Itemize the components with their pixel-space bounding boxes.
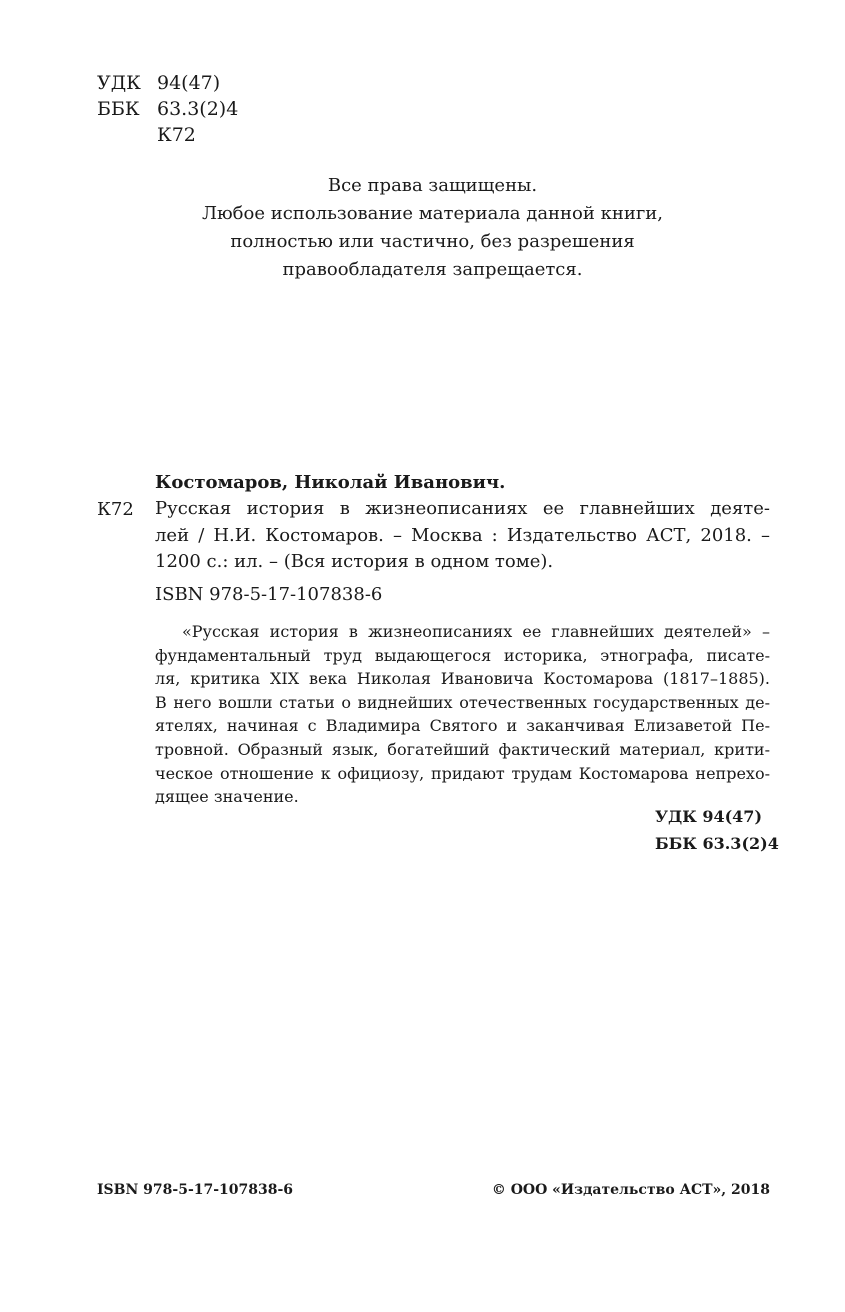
bbk-value: 63.3(2)4 [157,98,239,120]
annotation [155,620,770,809]
annotation-line: дящее значение. [155,787,299,807]
udk-value: 94(47) [157,72,221,94]
annotation-line: ческое отношение к официозу, придают трудам Костомарова непрехо- [155,763,770,783]
entry-description [155,496,770,576]
annotation-line: ятелях, начиная с Владимира Святого и заканчивая Елизаветой Пе- [155,716,770,736]
rights-line: правообладателя запрещается. [282,259,583,280]
annotation-line: «Русская история в жизнеописаниях ее главнейших деятелей» – [182,622,770,641]
description-line: 1200 с.: ил. – (Вся история в одном томе). [155,551,554,572]
rights-line: Все права защищены. [327,175,538,196]
annotation-line: ля, критика XIX века Николая Ивановича Костомарова (1817–1885). [155,669,770,689]
bbk-bottom: ББК 63.3(2)4 [655,834,779,853]
footer-copyright: © ООО «Издательство АСТ», 2018 [491,1182,770,1198]
bbk-row [97,96,238,122]
author-mark: К72 [157,124,196,146]
udk-row [97,70,238,96]
entry-isbn: ISBN 978-5-17-107838-6 [155,584,383,605]
author-mark-row [97,122,238,148]
footer-isbn: ISBN 978-5-17-107838-6 [97,1182,294,1198]
annotation-line: фундаментальный труд выдающегося историка, этнографа, писате- [155,645,770,665]
udk-label: УДК [97,72,141,94]
rights-line: Любое использование материала данной книги, [201,203,663,224]
bbk-label: ББК [97,98,140,120]
rights-notice [0,172,845,284]
annotation-line: В него вошли статьи о виднейших отечественных государственных де- [155,692,770,712]
annotation-line: тровной. Образный язык, богатейший фактический материал, крити- [155,739,770,759]
entry-author: Костомаров, Николай Иванович. [155,472,506,493]
entry-author-mark: К72 [97,499,134,520]
description-line: Русская история в жизнеописаниях ее главнейших деяте- [155,498,770,519]
description-line: лей / Н.И. Костомаров. – Москва : Издательство АСТ, 2018. – [155,524,770,546]
classification-block [97,70,238,148]
rights-line: полностью или частично, без разрешения [230,231,635,252]
classification-bottom [655,803,779,857]
udk-bottom: УДК 94(47) [655,807,763,826]
